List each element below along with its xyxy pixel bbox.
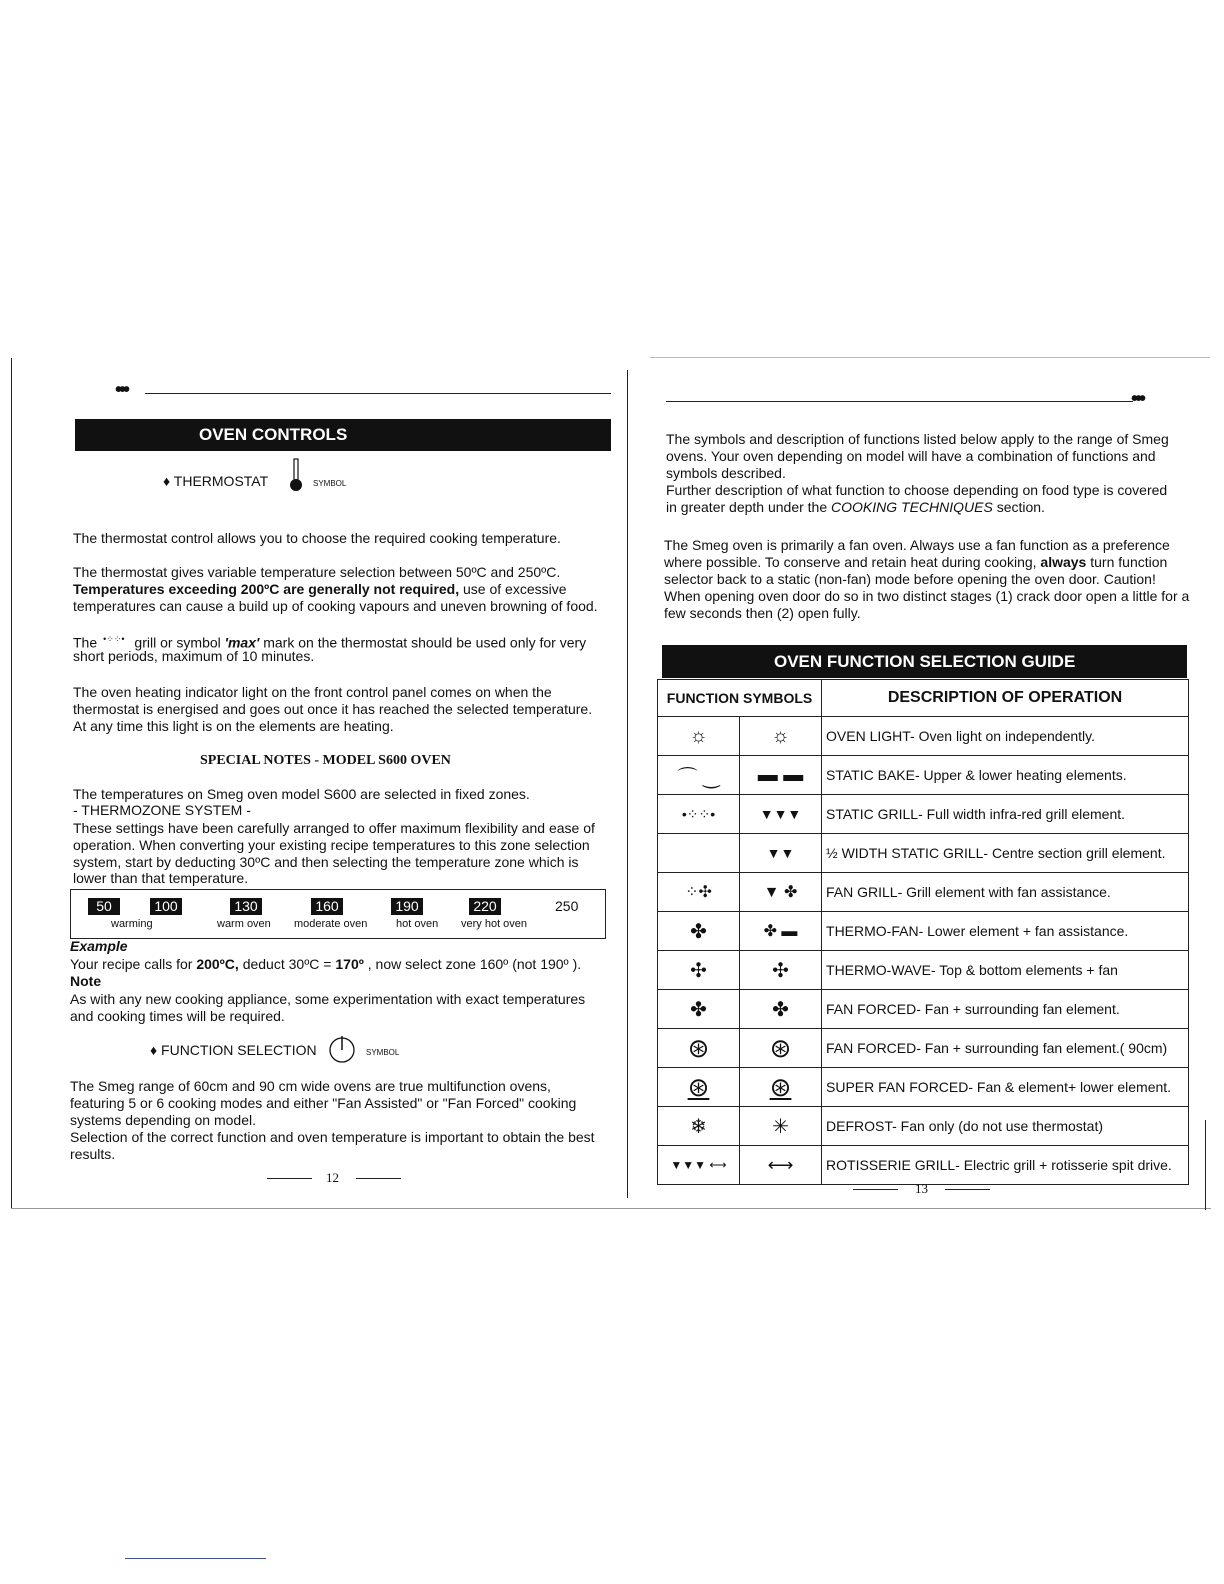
fan-forced-90-icon: ⊛ [658,1029,740,1068]
table-row [658,1029,1189,1068]
zone-label-hot: hot oven [396,918,439,930]
fan-para-5: few seconds then (2) open fully. [664,605,861,621]
thermostat-heading: ♦ THERMOSTAT [163,473,269,489]
thermo-wave-icon: ✣ [658,951,740,990]
note-heading: Note [70,973,102,989]
zone-50: 50 [88,898,120,915]
table-row [658,756,1189,795]
para-s600-1: The temperatures on Smeg oven model S600 are selected in fixed zones. [73,786,530,802]
fan-para-2: where possible. To conserve and retain heat during cooking, always turn function [664,554,1168,570]
para-s600-4: operation. When converting your existing recipe temperatures to this zone selection [73,837,590,853]
function-heading-row [150,1034,450,1068]
half-grill-icon: ▼▼ [740,834,822,873]
para-multifunction-5: results. [70,1146,116,1162]
bottom-edge-line [11,1208,1211,1209]
thermozone-strip [70,889,606,939]
function-description: DEFROST- Fan only (do not use thermostat) [822,1107,1189,1146]
zone-250: 250 [555,898,579,914]
note-line-1: As with any new cooking appliance, some experimentation with exact temperatures [70,991,586,1007]
function-description: ROTISSERIE GRILL- Electric grill + rotisserie spit drive. [822,1146,1189,1185]
table-row [658,990,1189,1029]
half-grill-icon [658,834,740,873]
table-row [658,951,1189,990]
para-thermostat-choose: The thermostat control allows you to choose the required cooking temperature. [73,530,561,546]
para-s600-3: These settings have been carefully arranged to offer maximum flexibility and ease of [73,820,595,836]
note-line-2: and cooking times will be required. [70,1008,285,1024]
fan-para-4: When opening oven door do so in two distinct stages (1) crack door open a little for a [664,588,1190,604]
function-symbol-label: SYMBOL [366,1048,400,1057]
fan-grill-icon: ▼ ✤ [740,873,822,912]
zone-label-moderate: moderate oven [294,918,368,930]
para-indicator-3: At any time this light is on the elements are heating. [73,718,394,734]
para-multifunction-2: featuring 5 or 6 cooking modes and either "Fan Assisted" or "Fan Forced" cooking [70,1095,577,1111]
example-heading: Example [70,938,128,954]
thermo-wave-icon: ✣ [740,951,822,990]
zone-label-very-hot: very hot oven [461,918,528,930]
thermometer-icon [289,458,303,492]
intro-line-5: in greater depth under the COOKING TECHNIQUES section. [666,499,1045,515]
col-symbols: FUNCTION SYMBOLS [658,680,822,717]
thermostat-heading-row [163,458,463,498]
table-row [658,795,1189,834]
table-row [658,717,1189,756]
para-temp-warning: Temperatures exceeding 200ºC are generally not required, use of excessive [73,581,567,597]
header-rule-right [666,401,1133,402]
page-number-rule-left-right [853,1189,898,1190]
page-number: 12 [326,1170,339,1185]
special-notes-heading: SPECIAL NOTES - MODEL S600 OVEN [200,753,451,768]
zone-220: 220 [469,898,501,915]
page-divider [627,370,628,1198]
col-description: DESCRIPTION OF OPERATION [822,680,1189,717]
header-rule [145,393,611,394]
para-grill-periods: short periods, maximum of 10 minutes. [73,648,315,664]
footer-link-line [125,1558,266,1559]
para-indicator-2: thermostat is energised and goes out once it has reached the selected temperature. [73,701,593,717]
page-number-rule-left [267,1178,312,1179]
para-multifunction-1: The Smeg range of 60cm and 90 cm wide ovens are true multifunction ovens, [70,1078,551,1094]
function-description: FAN GRILL- Grill element with fan assistance. [822,873,1189,912]
zone-label-warming: warming [111,918,153,930]
function-description: THERMO-FAN- Lower element + fan assistance. [822,912,1189,951]
table-row [658,1107,1189,1146]
function-description: FAN FORCED- Fan + surrounding fan element.( 90cm) [822,1029,1189,1068]
fan-forced-90-icon: ⊛ [740,1029,822,1068]
para-s600-5: system, start by deducting 30ºC and then selecting the temperature zone which is [73,854,579,870]
fan-para-1: The Smeg oven is primarily a fan oven. Always use a fan function as a preference [664,537,1170,553]
page-number-right: 13 [915,1181,928,1196]
logo-dots-icon: ••• [115,379,128,401]
grill-dots-icon: •⁘⁘• [103,634,125,644]
function-heading: ♦ FUNCTION SELECTION [150,1042,317,1058]
function-description: STATIC BAKE- Upper & lower heating elements. [822,756,1189,795]
intro-line-3: symbols described. [666,465,786,481]
oven-controls-banner [75,419,611,451]
para-multifunction-4: Selection of the correct function and oven temperature is important to obtain the best [70,1129,595,1145]
oven-light-icon: ☼ [740,717,822,756]
left-margin-line [11,358,12,1208]
fan-grill-icon: ⁘✣ [658,873,740,912]
table-row [658,834,1189,873]
rotisserie-icon: ▼▼▼ ⟷ [658,1146,740,1185]
example-text: Your recipe calls for 200ºC, deduct 30ºC = 170º , now select zone 160º (not 190º ). [70,956,582,972]
para-indicator-1: The oven heating indicator light on the front control panel comes on when the [73,684,552,700]
para-temp-range: The thermostat gives variable temperature selection between 50ºC and 250ºC. [73,564,561,580]
fan-forced-icon: ✤ [740,990,822,1029]
function-description: OVEN LIGHT- Oven light on independently. [822,717,1189,756]
intro-line-2: ovens. Your oven depending on model will have a combination of functions and [666,448,1156,464]
function-description: SUPER FAN FORCED- Fan & element+ lower element. [822,1068,1189,1107]
fan-para-3: selector back to a static (non-fan) mode before opening the oven door. Caution! [664,571,1156,587]
table-row [658,1146,1189,1185]
function-description: STATIC GRILL- Full width infra-red grill element. [822,795,1189,834]
function-description: THERMO-WAVE- Top & bottom elements + fan [822,951,1189,990]
page-number-rule-right [356,1178,401,1179]
banner-title: OVEN CONTROLS [199,425,348,444]
static-bake-icon: ⌒ ‿ [658,756,740,795]
function-description: FAN FORCED- Fan + surrounding fan element. [822,990,1189,1029]
zone-160: 160 [311,898,343,915]
thermo-fan-icon: ✤ [658,912,740,951]
right-margin-line [1205,1120,1206,1210]
oven-light-icon: ☼ [658,717,740,756]
zone-label-warm: warm oven [217,918,271,930]
para-grill-max: The •⁘⁘• grill or symbol 'max' mark on the thermostat should be used only for very [73,634,587,651]
thermo-fan-icon: ✤ ▬ [740,912,822,951]
zone-130: 130 [230,898,262,915]
static-bake-icon: ▬ ▬ [740,756,822,795]
static-grill-icon: •⁘⁘• [658,795,740,834]
zone-190: 190 [391,898,423,915]
zone-100: 100 [150,898,182,915]
defrost-icon: ✳ [740,1107,822,1146]
para-multifunction-3: systems depending on model. [70,1112,256,1128]
logo-dots-icon-right: ••• [1131,388,1144,410]
function-knob-icon [327,1034,357,1064]
defrost-icon: ❄ [658,1107,740,1146]
super-fan-icon: ⊛ [658,1068,740,1107]
intro-line-1: The symbols and description of functions listed below apply to the range of Smeg [666,431,1169,447]
guide-title: OVEN FUNCTION SELECTION GUIDE [774,652,1076,671]
top-edge-line [650,357,1210,358]
function-description: ½ WIDTH STATIC GRILL- Centre section grill element. [822,834,1189,873]
rotisserie-icon: ⟷ [740,1146,822,1185]
table-row [658,1068,1189,1107]
fan-forced-icon: ✤ [658,990,740,1029]
function-guide-table [657,679,1189,1185]
table-row [658,873,1189,912]
guide-header-row [658,680,1189,717]
page-number-rule-right-right [945,1189,990,1190]
static-grill-icon: ▼▼▼ [740,795,822,834]
super-fan-icon: ⊛ [740,1068,822,1107]
intro-line-4: Further description of what function to choose depending on food type is covered [666,482,1168,498]
table-row [658,912,1189,951]
guide-banner [662,645,1187,678]
thermostat-symbol-label: SYMBOL [313,479,347,488]
para-temp-vapours: temperatures can cause a build up of cooking vapours and uneven browning of food. [73,598,598,614]
para-s600-6: lower than that temperature. [73,870,249,886]
para-s600-2: - THERMOZONE SYSTEM - [73,802,251,818]
